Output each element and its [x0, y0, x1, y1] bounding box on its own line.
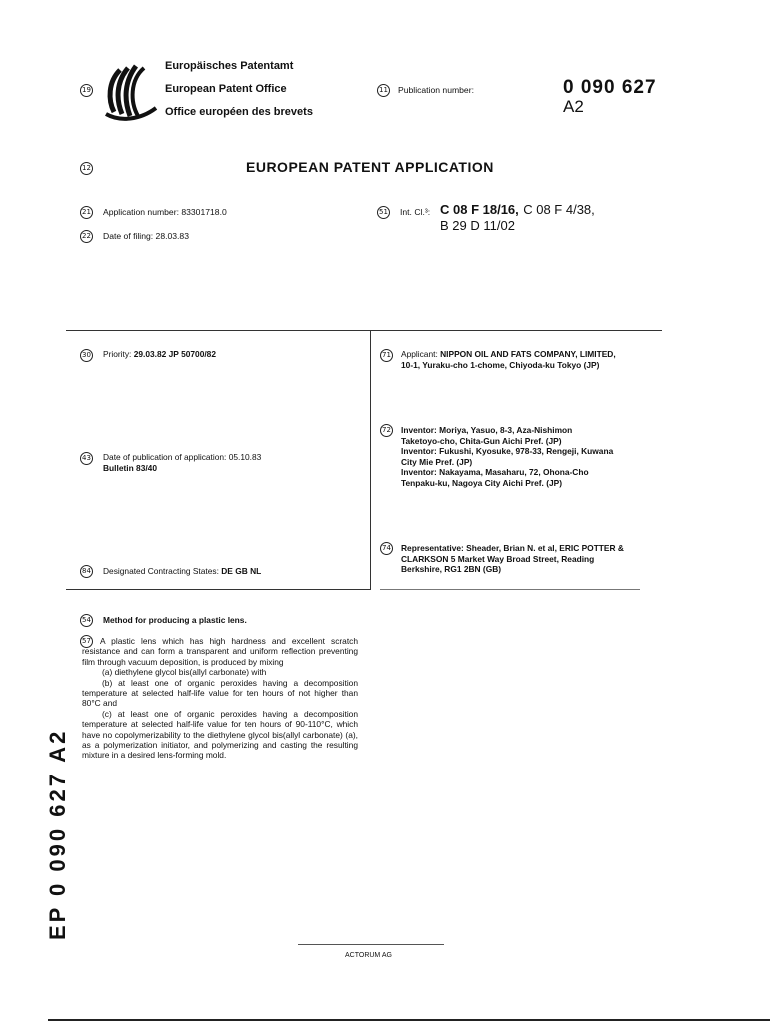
- epo-logo-icon: [100, 60, 160, 122]
- inventor-line: City Mie Pref. (JP): [401, 456, 473, 467]
- invention-title: Method for producing a plastic lens.: [103, 615, 247, 625]
- inventors: [401, 425, 663, 489]
- marker-84: 84: [80, 565, 93, 578]
- abstract-paragraph: (c) at least one of organic peroxides having a decomposition temperature at selected half-life value for ten hours of 90-110°C, which have no copolymerizability to the diethylene glycol bis(allyl carbonate) (a), as a polymerization initiator, and polymerizing and casting the resulting mixture in a desired lens-forming mold.: [82, 708, 358, 761]
- office-names: [165, 55, 313, 124]
- abstract-paragraph: A plastic lens which has high hardness and excellent scratch resistance and can form a transparent and uniform reflection preventing film through vacuum deposition, is produced by mixing: [82, 636, 358, 667]
- marker-22: 22: [80, 230, 93, 243]
- priority-value: 29.03.82 JP 50700/82: [133, 349, 216, 359]
- marker-19: 19: [80, 84, 93, 97]
- inventor-line: Inventor: Nakayama, Masaharu, 72, Ohona-Cho: [401, 467, 589, 478]
- applicant-label: Applicant:: [401, 349, 438, 359]
- marker-57: 57: [80, 635, 93, 648]
- marker-74: 74: [380, 542, 393, 555]
- int-cl-secondary: C 08 F 4/38,: [523, 202, 595, 217]
- representative-line: CLARKSON 5 Market Way Broad Street, Reading: [401, 553, 595, 564]
- document-type-title: EUROPEAN PATENT APPLICATION: [246, 159, 494, 175]
- marker-30: 30: [80, 349, 93, 362]
- application-number: Application number: 83301718.0: [103, 207, 227, 217]
- applicant-address: 10-1, Yuraku-cho 1-chome, Chiyoda-ku Tokyo (JP): [401, 359, 600, 370]
- publication-number-label: Publication number:: [398, 85, 474, 95]
- filing-date: Date of filing: 28.03.83: [103, 231, 189, 241]
- priority: [103, 349, 216, 360]
- table-bottom-rule-left: [66, 589, 370, 590]
- representative: [401, 543, 663, 575]
- marker-54: 54: [80, 614, 93, 627]
- marker-12: 12: [80, 162, 93, 175]
- designated-states: [103, 566, 261, 577]
- table-center-rule: [370, 330, 371, 590]
- bulletin: Bulletin 83/40: [103, 462, 157, 473]
- applicant: [401, 349, 661, 370]
- representative-line: Representative: Sheader, Brian N. et al, ERIC POTTER &: [401, 543, 624, 553]
- int-cl-line-2: B 29 D 11/02: [440, 218, 515, 233]
- publication-date-label: Date of publication of application: 05.10.83: [103, 452, 262, 462]
- kind-code: A2: [563, 97, 584, 116]
- states-label: Designated Contracting States:: [103, 566, 219, 576]
- marker-72: 72: [380, 424, 393, 437]
- representative-line: Berkshire, RG1 2BN (GB): [401, 564, 502, 575]
- inventor-line: Tenpaku-ku, Nagoya City Aichi Pref. (JP): [401, 477, 563, 488]
- page-bottom-rule: [48, 1019, 770, 1021]
- publication-date: [103, 452, 261, 473]
- table-top-rule: [66, 330, 662, 331]
- abstract-paragraph: (b) at least one of organic peroxides having a decomposition temperature at selected half-life value for ten hours of not higher than 80°C and: [82, 677, 358, 709]
- marker-11: 11: [377, 84, 390, 97]
- int-cl-line-1: [440, 201, 595, 219]
- marker-71: 71: [380, 349, 393, 362]
- abstract-paragraph: (a) diethylene glycol bis(allyl carbonate) with: [102, 667, 267, 678]
- table-bottom-rule-right: [380, 589, 640, 590]
- marker-43: 43: [80, 452, 93, 465]
- printer-name: ACTORUM AG: [345, 952, 392, 959]
- int-cl-label: Int. Cl.³:: [400, 207, 431, 217]
- marker-51: 51: [377, 206, 390, 219]
- office-name-fr: Office européen des brevets: [165, 106, 313, 118]
- priority-label: Priority:: [103, 349, 132, 359]
- states-value: DE GB NL: [221, 566, 262, 576]
- abstract-text: [82, 636, 358, 761]
- marker-21: 21: [80, 206, 93, 219]
- inventor-line: Inventor: Fukushi, Kyosuke, 978-33, Rengeji, Kuwana: [401, 446, 614, 457]
- footer-rule: [298, 944, 444, 945]
- int-cl-main: C 08 F 18/16,: [440, 202, 519, 217]
- office-name-de: Europäisches Patentamt: [165, 60, 294, 72]
- publication-number: 0 090 627: [563, 77, 657, 98]
- inventor-line: Inventor: Moriya, Yasuo, 8-3, Aza-Nishimon: [401, 425, 573, 435]
- side-publication-number: EP 0 090 627 A2: [45, 728, 70, 940]
- office-name-en: European Patent Office: [165, 83, 287, 95]
- applicant-name: NIPPON OIL AND FATS COMPANY, LIMITED,: [440, 349, 616, 359]
- inventor-line: Taketoyo-cho, Chita-Gun Aichi Pref. (JP): [401, 435, 562, 446]
